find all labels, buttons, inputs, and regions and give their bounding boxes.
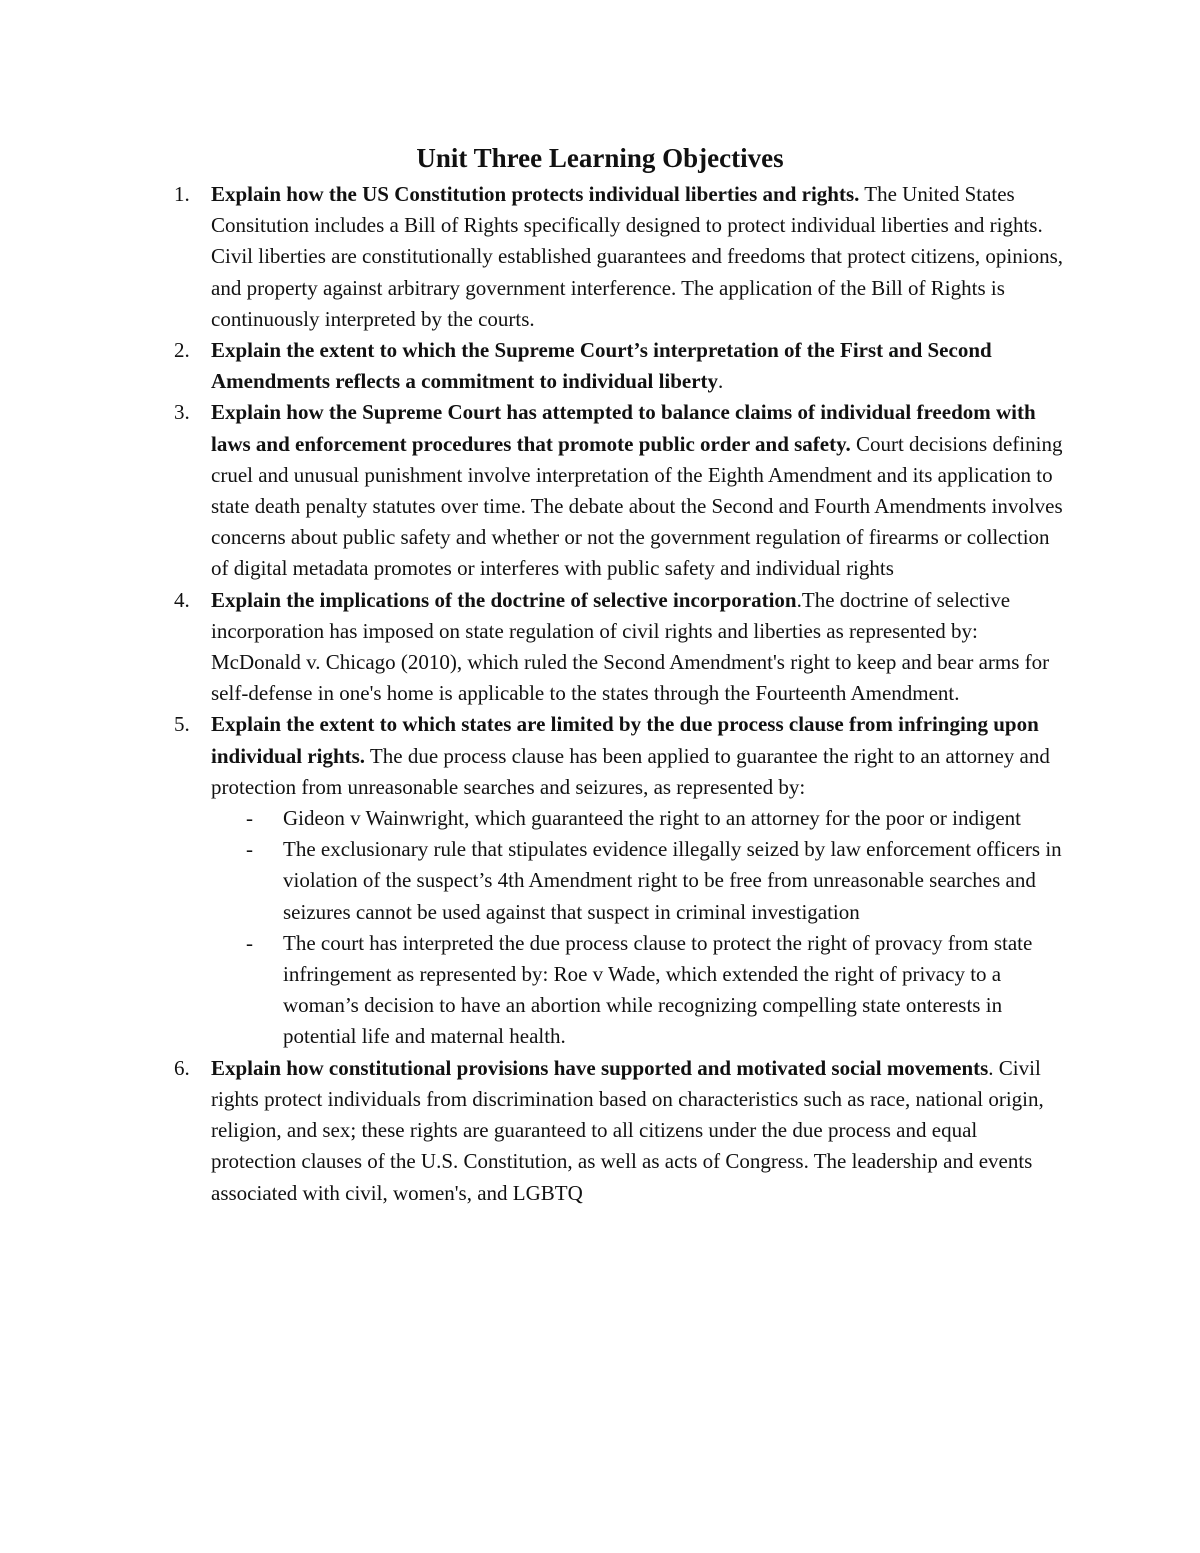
objective-body: .The doctrine of selective incorporation has imposed on state regulation of civil rights and liberties as represented by: McDonald v. Chicago (2010), which ruled the Second Amendment's right to keep and bear arms for self-defense in one's home is applicable to the states through the Fourteenth Amendment. [211, 587, 1050, 706]
objective-lead: Explain how the US Constitution protects individual liberties and rights. [211, 182, 860, 206]
objective-lead: Explain the implications of the doctrine of selective incorporation [211, 587, 797, 612]
objective-item [166, 585, 1066, 710]
dash-marker: - [246, 930, 253, 955]
objective-number: 4. [174, 587, 190, 612]
objective-number: 2. [174, 338, 190, 363]
objective-body: The due process clause has been applied to guarantee the right to an attorney and protection from unreasonable searches and seizures, as represented by: [211, 743, 1050, 799]
objective-lead: Explain the extent to which states are limited by the due process clause from infringing upon individual rights. [211, 712, 1039, 768]
page-title: Unit Three Learning Objectives [416, 143, 784, 173]
objective-body: . [718, 369, 724, 394]
bullet-text: Gideon v Wainwright, which guaranteed the right to an attorney for the poor or indigent [283, 806, 1021, 831]
objective-item [166, 335, 1066, 397]
objective-lead: Explain the extent to which the Supreme Court’s interpretation of the First and Second Amendments reflects a commitment to individual liberty [211, 338, 992, 394]
objective-item [166, 397, 1066, 584]
objectives-list [166, 179, 1066, 1209]
objective-item [166, 1053, 1066, 1209]
objective-body: The United States Consitution includes a Bill of Rights specifically designed to protect individual liberties and rights. Civil liberties are constitutionally established guarantees and freedoms that protect citizens, opinions, and property against arbitrary government interference. The application of the Bill of Rights is continuously interpreted by the courts. [211, 182, 1064, 331]
bullet-item [211, 928, 1066, 1053]
objective-number: 5. [174, 712, 190, 737]
objective-body: . Civil rights protect individuals from discrimination based on characteristics such as race, national origin, religion, and sex; these rights are guaranteed to all citizens under the due process and equal protection clauses of the U.S. Constitution, as well as acts of Congress. The leadership and events associated with civil, women's, and LGBTQ [211, 1055, 1044, 1205]
objective-number: 1. [174, 182, 190, 206]
bullet-text: The court has interpreted the due process clause to protect the right of provacy from state infringement as represented by: Roe v Wade, which extended the right of privacy to a woman’s decision to have an abortion while recognizing compelling state onterests in potential life and maternal health. [283, 930, 1033, 1049]
bullet-item [211, 803, 1066, 834]
dash-marker: - [246, 837, 253, 862]
bullet-item [211, 834, 1066, 928]
objective-body: Court decisions defining cruel and unusual punishment involve interpretation of the Eighth Amendment and its application to state death penalty statutes over time. The debate about the Second and Fourth Amendments involves concerns about public safety and whether or not the government regulation of firearms or collection of digital metadata promotes or interferes with public safety and individual rights [211, 431, 1063, 581]
objective-number: 6. [174, 1055, 190, 1080]
bullet-text: The exclusionary rule that stipulates evidence illegally seized by law enforcement officers in violation of the suspect’s 4th Amendment right to be free from unreasonable searches and seizures cannot be used against that suspect in criminal investigation [283, 837, 1062, 924]
bullet-list [211, 803, 1066, 1053]
objective-item [166, 179, 1066, 335]
objective-lead: Explain how constitutional provisions have supported and motivated social movements [211, 1055, 989, 1080]
objective-item [166, 709, 1066, 1052]
objective-lead: Explain how the Supreme Court has attempted to balance claims of individual freedom with laws and enforcement procedures that promote public order and safety. [211, 400, 1036, 456]
dash-marker: - [246, 806, 253, 831]
objective-number: 3. [174, 400, 190, 425]
